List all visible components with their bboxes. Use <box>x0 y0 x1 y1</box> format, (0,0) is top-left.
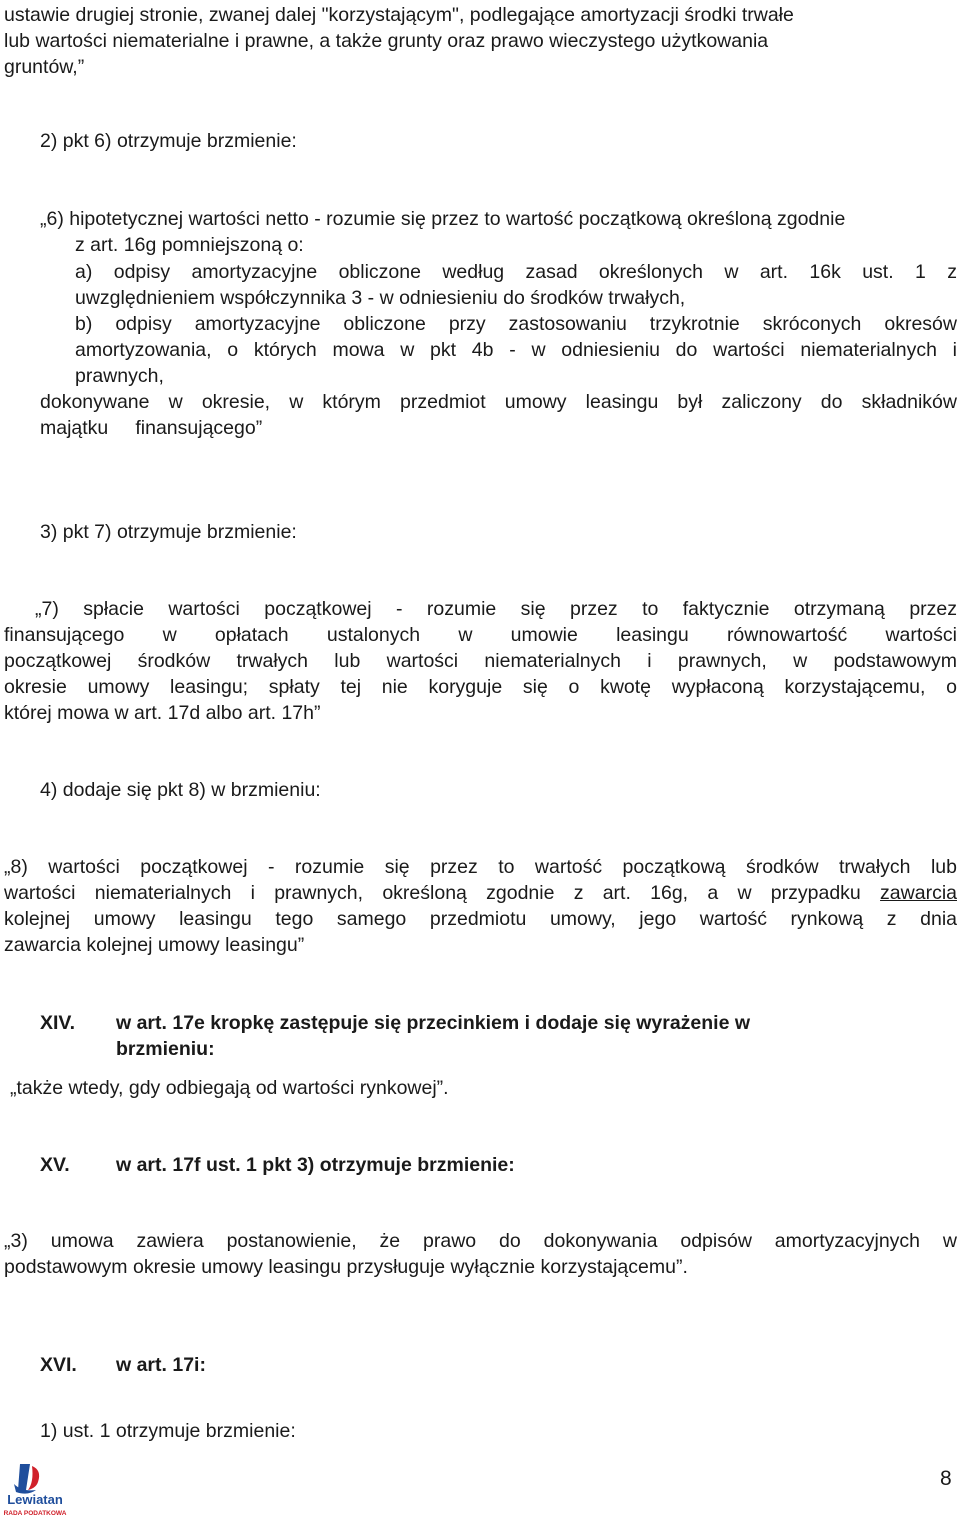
section-number-xiv: XIV. <box>40 1012 76 1034</box>
list-item-b-line1: b) odpisy amortyzacyjne obliczone przy zastosowaniu trzykrotnie skróconych okresów <box>75 313 957 335</box>
list-item-b-line3: prawnych, <box>75 365 164 387</box>
text-line: majątku finansującego” <box>40 417 263 439</box>
section-xiv-quote: „także wtedy, gdy odbiegają od wartości rynkowej”. <box>10 1077 449 1099</box>
intro-paragraph <box>4 2 956 80</box>
text-line: początkowej środków trwałych lub wartości niematerialnych i prawnych, w podstawowym <box>4 650 957 672</box>
text-line: lub wartości niematerialne i prawne, a także grunty oraz prawo wieczystego użytkowania <box>4 30 769 52</box>
section-xvi-sub: 1) ust. 1 otrzymuje brzmienie: <box>40 1420 296 1442</box>
text-line: okresie umowy leasingu; spłaty tej nie koryguje się o kwotę wypłaconą korzystającemu, o <box>4 676 957 698</box>
section-xiv-line2: brzmieniu: <box>116 1038 215 1060</box>
section-xvi-line1: w art. 17i: <box>116 1354 206 1376</box>
text-line: finansującego w opłatach ustalonych w umowie leasingu równowartość wartości <box>4 624 957 646</box>
text-line: ustawie drugiej stronie, zwanej dalej "korzystającym", podlegające amortyzacji środki trwałe <box>4 4 794 26</box>
section-4-heading: 4) dodaje się pkt 8) w brzmieniu: <box>40 779 321 801</box>
list-item-a-line2: uwzględnieniem współczynnika 3 - w odniesieniu do środków trwałych, <box>75 287 686 309</box>
section-2-heading: 2) pkt 6) otrzymuje brzmienie: <box>40 130 297 152</box>
list-item-a-line1: a) odpisy amortyzacyjne obliczone według zasad określonych w art. 16k ust. 1 z <box>75 261 957 283</box>
text-line <box>4 880 957 906</box>
text-line: gruntów,” <box>4 56 85 78</box>
text-line: z art. 16g pomniejszoną o: <box>75 234 304 256</box>
text-line: zawarcia kolejnej umowy leasingu” <box>4 934 305 956</box>
section-number-xvi: XVI. <box>40 1354 77 1376</box>
lewiatan-logo <box>2 1460 68 1518</box>
text-line: „6) hipotetycznej wartości netto - rozumie się przez to wartość początkową określoną zgodnie <box>40 208 846 230</box>
section-2-quote <box>40 206 845 232</box>
text-line: „8) wartości początkowej - rozumie się przez to wartość początkową środków trwałych lub <box>4 856 957 878</box>
logo-text: Lewiatan <box>7 1492 63 1507</box>
lewiatan-logo-icon <box>2 1460 68 1518</box>
page-number: 8 <box>940 1467 952 1490</box>
text-line: dokonywane w okresie, w którym przedmiot umowy leasingu był zaliczony do składników <box>40 391 957 413</box>
section-xv-line1: w art. 17f ust. 1 pkt 3) otrzymuje brzmienie: <box>116 1154 515 1176</box>
logo-subtext: RADA PODATKOWA <box>3 1510 67 1517</box>
section-number-xv: XV. <box>40 1154 70 1176</box>
text-line: „3) umowa zawiera postanowienie, że prawo do dokonywania odpisów amortyzacyjnych w <box>4 1230 957 1252</box>
section-3-heading: 3) pkt 7) otrzymuje brzmienie: <box>40 521 297 543</box>
text-line: kolejnej umowy leasingu tego samego przedmiotu umowy, jego wartość rynkową z dnia <box>4 908 957 930</box>
underlined-text: zawarcia <box>880 882 957 904</box>
text-line: „7) spłacie wartości początkowej - rozumie się przez to faktycznie otrzymaną przez <box>35 598 957 620</box>
text-line: której mowa w art. 17d albo art. 17h” <box>4 702 321 724</box>
list-item-b-line2: amortyzowania, o których mowa w pkt 4b - w odniesieniu do wartości niematerialnych i <box>75 339 957 361</box>
text-line: podstawowym okresie umowy leasingu przysługuje wyłącznie korzystającemu”. <box>4 1256 688 1278</box>
text-run: wartości niematerialnych i prawnych, określoną zgodnie z art. 16g, a w przypadku <box>4 882 881 904</box>
section-xiv-line1: w art. 17e kropkę zastępuje się przecinkiem i dodaje się wyrażenie w <box>116 1012 751 1034</box>
